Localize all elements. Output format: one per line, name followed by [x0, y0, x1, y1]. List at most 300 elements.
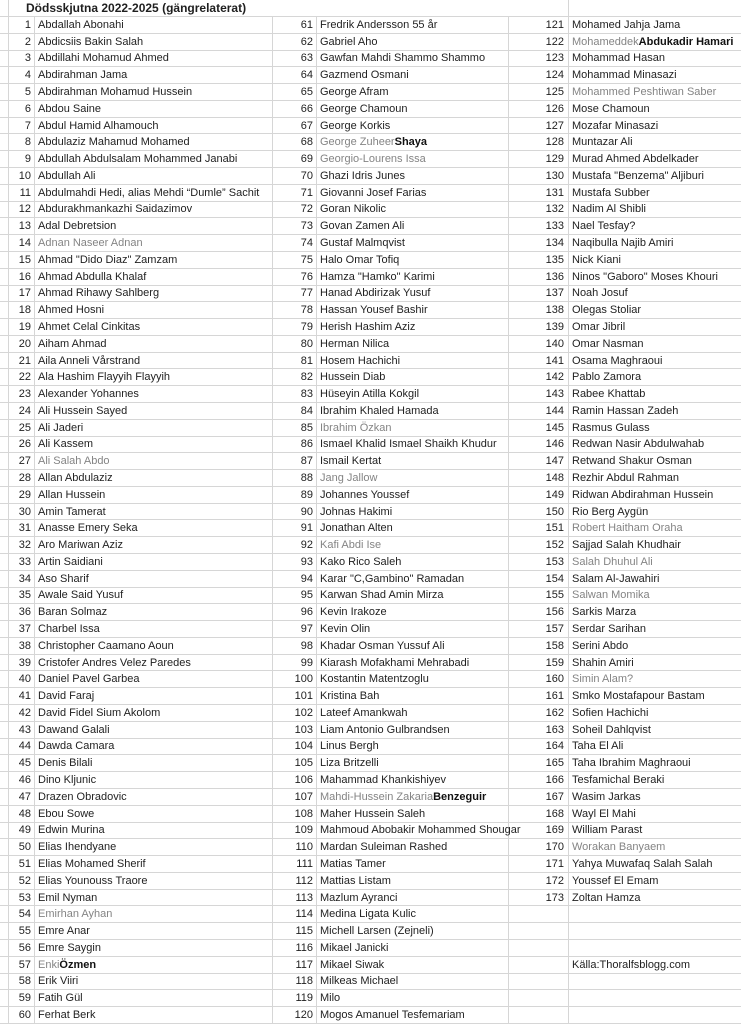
row-number: 21 — [9, 353, 35, 370]
cell-left-sliver — [0, 487, 9, 504]
row-number: 10 — [9, 168, 35, 185]
row-number: 131 — [509, 185, 569, 202]
name-cell: Alexander Yohannes — [35, 386, 273, 403]
name-cell: Serdar Sarihan — [569, 621, 741, 638]
name-cell: Edwin Murina — [35, 823, 273, 840]
row-number: 17 — [9, 286, 35, 303]
name-cell: Herman Nilica — [317, 336, 509, 353]
cell-left-sliver — [0, 739, 9, 756]
cell-left-sliver — [0, 906, 9, 923]
name-cell: Milkeas Michael — [317, 974, 509, 991]
cell-left-sliver — [0, 0, 9, 17]
row-number: 95 — [273, 588, 317, 605]
table-row — [0, 269, 741, 286]
row-number: 20 — [9, 336, 35, 353]
row-number: 53 — [9, 890, 35, 907]
name-cell: Gustaf Malmqvist — [317, 235, 509, 252]
name-cell: Erik Viiri — [35, 974, 273, 991]
row-number: 42 — [9, 705, 35, 722]
name-segment: Enki — [38, 958, 60, 971]
name-cell: Ahmed Hosni — [35, 302, 273, 319]
row-number: 4 — [9, 67, 35, 84]
row-number: 93 — [273, 554, 317, 571]
row-number: 97 — [273, 621, 317, 638]
row-number — [509, 957, 569, 974]
name-cell: Abdicsiis Bakin Salah — [35, 34, 273, 51]
cell-left-sliver — [0, 839, 9, 856]
row-number: 125 — [509, 84, 569, 101]
row-number: 75 — [273, 252, 317, 269]
cell-left-sliver — [0, 17, 9, 34]
name-cell: Abdullah Abdulsalam Mohammed Janabi — [35, 151, 273, 168]
row-number: 168 — [509, 806, 569, 823]
row-number: 139 — [509, 319, 569, 336]
table-row — [0, 470, 741, 487]
name-cell: Ismael Khalid Ismael Shaikh Khudur — [317, 437, 509, 454]
table-row — [0, 302, 741, 319]
table-row — [0, 51, 741, 68]
name-cell: Ridwan Abdirahman Hussein — [569, 487, 741, 504]
cell-left-sliver — [0, 755, 9, 772]
row-number — [509, 990, 569, 1007]
row-number: 128 — [509, 134, 569, 151]
name-cell: Denis Bilali — [35, 755, 273, 772]
row-number: 37 — [9, 621, 35, 638]
name-cell: Gazmend Osmani — [317, 67, 509, 84]
name-cell: Abdou Saine — [35, 101, 273, 118]
name-cell: Ebou Sowe — [35, 806, 273, 823]
table-row — [0, 621, 741, 638]
name-cell: Ali Salah Abdo — [35, 453, 273, 470]
name-cell: Artin Saidiani — [35, 554, 273, 571]
name-cell: Drazen Obradovic — [35, 789, 273, 806]
name-cell: Osama Maghraoui — [569, 353, 741, 370]
cell-left-sliver — [0, 185, 9, 202]
cell-left-sliver — [0, 873, 9, 890]
name-segment: Shaya — [394, 136, 428, 149]
row-number: 150 — [509, 504, 569, 521]
table-row — [0, 134, 741, 151]
name-cell: Hüseyin Atilla Kokgil — [317, 386, 509, 403]
name-cell: Kristina Bah — [317, 688, 509, 705]
name-cell: Allan Hussein — [35, 487, 273, 504]
row-number: 144 — [509, 403, 569, 420]
name-cell: Pablo Zamora — [569, 369, 741, 386]
cell-left-sliver — [0, 957, 9, 974]
name-cell: Johannes Youssef — [317, 487, 509, 504]
table-row — [0, 554, 741, 571]
name-cell: Hanad Abdirizak Yusuf — [317, 286, 509, 303]
table-row — [0, 890, 741, 907]
name-cell: Abdallah Abonahi — [35, 17, 273, 34]
row-number: 64 — [273, 67, 317, 84]
row-number: 127 — [509, 118, 569, 135]
name-cell: Abdullah Ali — [35, 168, 273, 185]
name-cell: Govan Zamen Ali — [317, 218, 509, 235]
name-cell: Liam Antonio Gulbrandsen — [317, 722, 509, 739]
name-cell: Gabriel Aho — [317, 34, 509, 51]
row-number: 13 — [9, 218, 35, 235]
name-cell: Smko Mostafapour Bastam — [569, 688, 741, 705]
table-row — [0, 823, 741, 840]
row-number: 32 — [9, 537, 35, 554]
name-cell: Charbel Issa — [35, 621, 273, 638]
table-row — [0, 588, 741, 605]
source-note: Källa:Thoralfsblogg.com — [569, 957, 741, 974]
cell-left-sliver — [0, 252, 9, 269]
name-segment: Benzeguir — [433, 790, 487, 803]
name-cell: Fatih Gül — [35, 990, 273, 1007]
row-number: 70 — [273, 168, 317, 185]
row-number: 104 — [273, 739, 317, 756]
name-cell: Hamza "Hamko" Karimi — [317, 269, 509, 286]
name-cell: Linus Bergh — [317, 739, 509, 756]
cell-left-sliver — [0, 621, 9, 638]
row-number: 94 — [273, 571, 317, 588]
row-number: 34 — [9, 571, 35, 588]
name-cell: Kevin Irakoze — [317, 604, 509, 621]
name-cell: Abdulmahdi Hedi, alias Mehdi “Dumle” Sachit — [35, 185, 273, 202]
table-row — [0, 420, 741, 437]
name-cell: Mattias Listam — [317, 873, 509, 890]
row-number: 116 — [273, 940, 317, 957]
name-cell: Abdulaziz Mahamud Mohamed — [35, 134, 273, 151]
table-row — [0, 487, 741, 504]
row-number: 162 — [509, 705, 569, 722]
name-cell: William Parast — [569, 823, 741, 840]
name-cell — [569, 974, 741, 991]
row-number: 136 — [509, 269, 569, 286]
name-cell: Amin Tamerat — [35, 504, 273, 521]
table-row — [0, 906, 741, 923]
name-cell: Retwand Shakur Osman — [569, 453, 741, 470]
name-cell: George Afram — [317, 84, 509, 101]
table-row — [0, 319, 741, 336]
row-number: 85 — [273, 420, 317, 437]
table-row — [0, 957, 741, 974]
name-cell — [569, 923, 741, 940]
cell-left-sliver — [0, 118, 9, 135]
row-number: 124 — [509, 67, 569, 84]
row-number: 65 — [273, 84, 317, 101]
name-cell: Ali Hussein Sayed — [35, 403, 273, 420]
cell-left-sliver — [0, 588, 9, 605]
row-number: 148 — [509, 470, 569, 487]
name-cell: Ali Jaderi — [35, 420, 273, 437]
row-number: 138 — [509, 302, 569, 319]
name-cell: Gawfan Mahdi Shammo Shammo — [317, 51, 509, 68]
table-row — [0, 688, 741, 705]
name-cell: Mustafa "Benzema" Aljiburi — [569, 168, 741, 185]
table-row — [0, 520, 741, 537]
row-number: 56 — [9, 940, 35, 957]
table-row — [0, 504, 741, 521]
table-row — [0, 185, 741, 202]
name-cell: Tesfamichal Beraki — [569, 772, 741, 789]
name-cell: Robert Haitham Oraha — [569, 520, 741, 537]
name-cell — [569, 906, 741, 923]
row-number: 51 — [9, 856, 35, 873]
name-cell: Jang Jallow — [317, 470, 509, 487]
cell-left-sliver — [0, 67, 9, 84]
row-number: 30 — [9, 504, 35, 521]
row-number: 167 — [509, 789, 569, 806]
row-number: 62 — [273, 34, 317, 51]
row-number: 126 — [509, 101, 569, 118]
name-cell: Herish Hashim Aziz — [317, 319, 509, 336]
cell-left-sliver — [0, 772, 9, 789]
name-cell: Redwan Nasir Abdulwahab — [569, 437, 741, 454]
table-row — [0, 806, 741, 823]
row-number: 149 — [509, 487, 569, 504]
row-number: 132 — [509, 202, 569, 219]
name-cell: Allan Abdulaziz — [35, 470, 273, 487]
page-title: Dödsskjutna 2022-2025 (gängrelaterat) — [9, 0, 509, 17]
name-cell: Emre Saygin — [35, 940, 273, 957]
row-number: 31 — [9, 520, 35, 537]
cell-left-sliver — [0, 437, 9, 454]
name-cell: Nael Tesfay? — [569, 218, 741, 235]
row-number: 140 — [509, 336, 569, 353]
name-cell: Mohamed Jahja Jama — [569, 17, 741, 34]
name-cell: Daniel Pavel Garbea — [35, 671, 273, 688]
row-number: 59 — [9, 990, 35, 1007]
cell-left-sliver — [0, 319, 9, 336]
cell-left-sliver — [0, 302, 9, 319]
cell-left-sliver — [0, 923, 9, 940]
name-cell: George Chamoun — [317, 101, 509, 118]
row-number: 12 — [9, 202, 35, 219]
cell-left-sliver — [0, 336, 9, 353]
row-number: 72 — [273, 202, 317, 219]
row-number: 49 — [9, 823, 35, 840]
row-number: 74 — [273, 235, 317, 252]
row-number: 76 — [273, 269, 317, 286]
cell-left-sliver — [0, 856, 9, 873]
row-number: 27 — [9, 453, 35, 470]
name-cell: Ibrahim Khaled Hamada — [317, 403, 509, 420]
table-row — [0, 537, 741, 554]
name-cell: Karar "C,Gambino" Ramadan — [317, 571, 509, 588]
table-row — [0, 84, 741, 101]
row-number: 114 — [273, 906, 317, 923]
name-cell: Ramin Hassan Zadeh — [569, 403, 741, 420]
name-cell — [569, 34, 741, 51]
cell-left-sliver — [0, 571, 9, 588]
cell-left-sliver — [0, 369, 9, 386]
row-number: 25 — [9, 420, 35, 437]
row-number: 145 — [509, 420, 569, 437]
name-cell: Giovanni Josef Farias — [317, 185, 509, 202]
row-number — [509, 923, 569, 940]
table-row — [0, 974, 741, 991]
name-cell: Elias Ihendyane — [35, 839, 273, 856]
name-cell: Kafi Abdi Ise — [317, 537, 509, 554]
table-row — [0, 118, 741, 135]
row-number: 33 — [9, 554, 35, 571]
name-cell: Anasse Emery Seka — [35, 520, 273, 537]
row-number: 1 — [9, 17, 35, 34]
row-number — [509, 1007, 569, 1024]
row-number: 92 — [273, 537, 317, 554]
cell-left-sliver — [0, 168, 9, 185]
table-row — [0, 202, 741, 219]
table-row — [0, 739, 741, 756]
row-number — [509, 974, 569, 991]
name-cell: Mikael Siwak — [317, 957, 509, 974]
name-cell: Aiham Ahmad — [35, 336, 273, 353]
row-number: 142 — [509, 369, 569, 386]
name-cell: Abdirahman Jama — [35, 67, 273, 84]
cell-left-sliver — [0, 688, 9, 705]
row-number: 118 — [273, 974, 317, 991]
row-number: 109 — [273, 823, 317, 840]
name-cell: Sarkis Marza — [569, 604, 741, 621]
row-number — [509, 906, 569, 923]
row-number: 90 — [273, 504, 317, 521]
row-number: 22 — [9, 369, 35, 386]
row-number: 102 — [273, 705, 317, 722]
name-cell: Johnas Hakimi — [317, 504, 509, 521]
row-number: 165 — [509, 755, 569, 772]
name-cell: Mohammed Peshtiwan Saber — [569, 84, 741, 101]
row-number: 91 — [273, 520, 317, 537]
name-cell: George Korkis — [317, 118, 509, 135]
row-number: 14 — [9, 235, 35, 252]
table-row — [0, 990, 741, 1007]
header-empty-cell — [509, 0, 569, 17]
table-row — [0, 722, 741, 739]
row-number: 158 — [509, 638, 569, 655]
cell-left-sliver — [0, 940, 9, 957]
table-row — [0, 655, 741, 672]
cell-left-sliver — [0, 420, 9, 437]
row-number: 50 — [9, 839, 35, 856]
name-cell: Abdurakhmankazhi Saidazimov — [35, 202, 273, 219]
row-number: 173 — [509, 890, 569, 907]
row-number: 98 — [273, 638, 317, 655]
table-row — [0, 671, 741, 688]
row-number: 54 — [9, 906, 35, 923]
name-cell: Adnan Naseer Adnan — [35, 235, 273, 252]
row-number: 123 — [509, 51, 569, 68]
name-segment: George Zuheer — [320, 136, 395, 149]
row-number: 46 — [9, 772, 35, 789]
cell-left-sliver — [0, 453, 9, 470]
name-cell: Khadar Osman Yussuf Ali — [317, 638, 509, 655]
row-number: 130 — [509, 168, 569, 185]
row-number: 39 — [9, 655, 35, 672]
name-segment: Mahdi-Hussein Zakaria — [320, 790, 434, 803]
row-number: 23 — [9, 386, 35, 403]
row-number: 101 — [273, 688, 317, 705]
cell-left-sliver — [0, 655, 9, 672]
row-number: 63 — [273, 51, 317, 68]
row-number: 87 — [273, 453, 317, 470]
name-cell: Mozafar Minasazi — [569, 118, 741, 135]
name-cell: Hassan Yousef Bashir — [317, 302, 509, 319]
name-cell: Elias Younouss Traore — [35, 873, 273, 890]
row-number: 19 — [9, 319, 35, 336]
name-cell: Christopher Caamano Aoun — [35, 638, 273, 655]
name-cell: Liza Britzelli — [317, 755, 509, 772]
table-row — [0, 772, 741, 789]
row-number: 122 — [509, 34, 569, 51]
row-number: 129 — [509, 151, 569, 168]
name-cell: Sajjad Salah Khudhair — [569, 537, 741, 554]
name-cell: Simin Alam? — [569, 671, 741, 688]
name-cell: Ismail Kertat — [317, 453, 509, 470]
table-row — [0, 235, 741, 252]
row-number: 28 — [9, 470, 35, 487]
row-number: 73 — [273, 218, 317, 235]
row-number: 169 — [509, 823, 569, 840]
cell-left-sliver — [0, 604, 9, 621]
name-cell: Salam Al-Jawahiri — [569, 571, 741, 588]
table-row — [0, 1007, 741, 1024]
cell-left-sliver — [0, 353, 9, 370]
cell-left-sliver — [0, 386, 9, 403]
row-number: 55 — [9, 923, 35, 940]
name-cell: Ali Kassem — [35, 437, 273, 454]
row-number: 103 — [273, 722, 317, 739]
row-number: 112 — [273, 873, 317, 890]
name-cell: Cristofer Andres Velez Paredes — [35, 655, 273, 672]
row-number: 8 — [9, 134, 35, 151]
row-number: 153 — [509, 554, 569, 571]
table-row — [0, 923, 741, 940]
cell-left-sliver — [0, 554, 9, 571]
row-number: 141 — [509, 353, 569, 370]
cell-left-sliver — [0, 202, 9, 219]
name-cell: Ahmad Abdulla Khalaf — [35, 269, 273, 286]
name-cell: Mose Chamoun — [569, 101, 741, 118]
name-cell: Zoltan Hamza — [569, 890, 741, 907]
cell-left-sliver — [0, 101, 9, 118]
cell-left-sliver — [0, 403, 9, 420]
cell-left-sliver — [0, 51, 9, 68]
table-row — [0, 353, 741, 370]
table-row — [0, 168, 741, 185]
name-cell: Mahmoud Abobakir Mohammed Shougar — [317, 823, 509, 840]
name-cell: Ahmad "Dido Diaz" Zamzam — [35, 252, 273, 269]
name-segment: Mohameddek — [572, 35, 639, 48]
row-number: 43 — [9, 722, 35, 739]
name-cell: Omar Nasman — [569, 336, 741, 353]
row-number: 29 — [9, 487, 35, 504]
name-cell: Mogos Amanuel Tesfemariam — [317, 1007, 509, 1024]
row-number: 164 — [509, 739, 569, 756]
name-cell: Naqibulla Najib Amiri — [569, 235, 741, 252]
table-row — [0, 873, 741, 890]
name-cell: Wasim Jarkas — [569, 789, 741, 806]
table-row — [0, 789, 741, 806]
name-cell — [569, 990, 741, 1007]
name-cell: Emre Anar — [35, 923, 273, 940]
row-number: 35 — [9, 588, 35, 605]
row-number: 134 — [509, 235, 569, 252]
row-number: 100 — [273, 671, 317, 688]
name-cell: Mohammad Hasan — [569, 51, 741, 68]
table-row — [0, 755, 741, 772]
row-number — [509, 940, 569, 957]
table-row — [0, 604, 741, 621]
name-cell: David Faraj — [35, 688, 273, 705]
row-number: 40 — [9, 671, 35, 688]
row-number: 156 — [509, 604, 569, 621]
name-cell: Mohammad Minasazi — [569, 67, 741, 84]
name-cell: Noah Josuf — [569, 286, 741, 303]
